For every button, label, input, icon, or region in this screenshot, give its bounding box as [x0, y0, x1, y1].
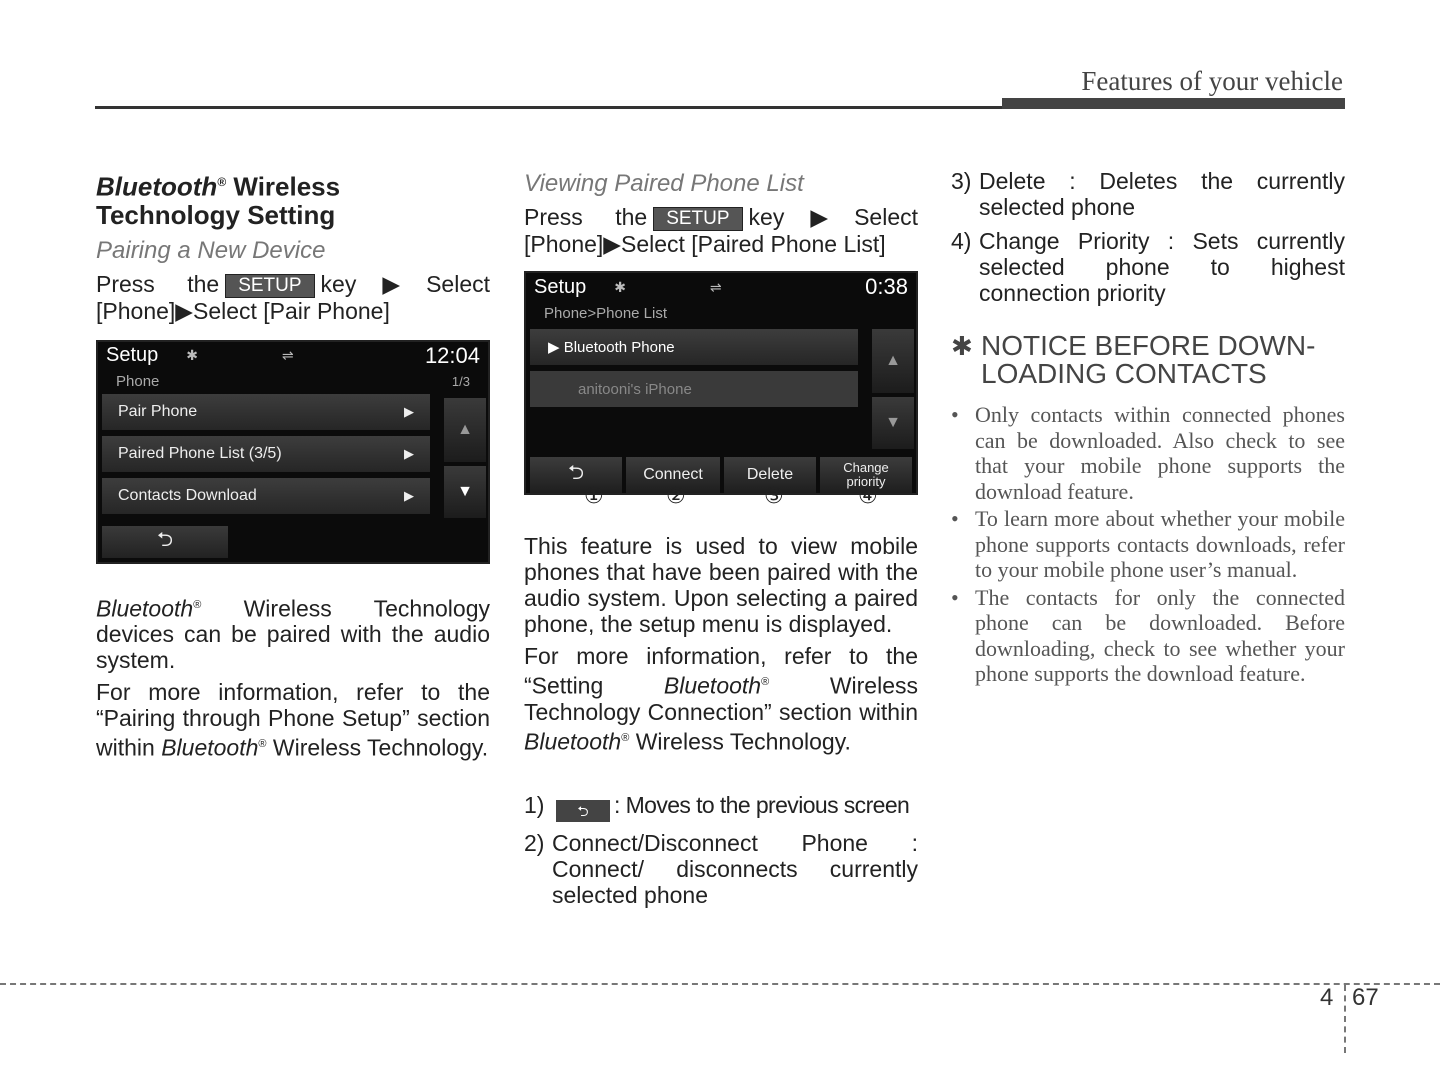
text-bluetooth: Bluetooth [663, 672, 762, 699]
screen-title: Setup [534, 275, 587, 298]
setup-phone-screen [96, 340, 490, 564]
chapter-number: 4 [1320, 984, 1334, 1011]
arrow-down-icon: ▼ [885, 414, 901, 431]
list-item [524, 792, 918, 822]
bullet-icon: • [951, 506, 959, 531]
page-number: 67 [1352, 984, 1379, 1011]
notice-bullet [951, 402, 1345, 504]
notice-title: NOTICE BEFORE DOWN-LOADING CONTACTS [981, 330, 1316, 389]
bluetooth-usb-icon: ✱ ⇌ [614, 278, 762, 295]
connect-label: Connect [643, 466, 703, 483]
callout-3: ③ [764, 483, 784, 508]
back-icon: ⮌ [556, 800, 610, 822]
list-item [951, 228, 1345, 306]
list-item [524, 830, 918, 908]
back-icon: ⮌ [567, 462, 585, 484]
change-priority-label: Change priority [843, 460, 889, 489]
section-heading [96, 168, 490, 229]
bullet-icon: • [951, 402, 959, 427]
text-bluetooth: Bluetooth [524, 728, 622, 755]
footer-dashed-rule [0, 983, 1440, 985]
list-text: Delete : Deletes the currently selected phone [979, 168, 1345, 220]
scroll-down-button[interactable] [872, 397, 914, 449]
instruction-press: Press the [524, 204, 648, 230]
page-section-title: Features of your vehicle [1081, 66, 1343, 96]
menu-item-label: Contacts Download [118, 486, 257, 504]
callout-4: ④ [858, 483, 878, 508]
callout-1: ① [584, 483, 604, 508]
text-body: Wireless Technology. [629, 728, 851, 755]
menu-item-label: Paired Phone List (3/5) [118, 444, 282, 462]
reference-paragraph [96, 679, 490, 761]
registered-mark: ® [217, 175, 227, 189]
menu-item-paired-phone-list[interactable] [102, 436, 430, 472]
breadcrumb-label: Phone>Phone List [544, 304, 668, 322]
paired-phone-list-screen [524, 271, 918, 495]
scroll-down-button[interactable] [444, 466, 486, 518]
header-accent-block [1002, 98, 1345, 109]
screen-breadcrumb [98, 370, 488, 394]
list-number: 3) [951, 168, 972, 194]
arrow-up-icon: ▲ [885, 352, 901, 369]
screen-title: Setup [106, 344, 159, 367]
registered-mark: ® [621, 731, 630, 744]
text-bluetooth: Bluetooth [161, 734, 259, 761]
heading-rest: Wireless Technology Setting [96, 171, 341, 230]
instruction [96, 271, 490, 324]
text-body: Wireless Technology devices can be paired with the audio system. [96, 595, 490, 674]
arrow-right-icon: ▶ [404, 487, 414, 503]
list-number: 1) [524, 792, 545, 819]
screen-breadcrumb [526, 301, 916, 325]
instruction-path: key▶Select [Phone]▶Select [Pair Phone] [96, 270, 491, 324]
column-right [951, 168, 1345, 689]
subsection-heading: Pairing a New Device [96, 236, 326, 264]
instruction [524, 204, 918, 257]
bullet-text: The contacts for only the connected phone can be downloaded. Before downloading, check to see whether your phone supports the download feature. [975, 584, 1345, 686]
arrow-right-icon: ▶ [404, 403, 414, 419]
phone-item-bluetooth-phone[interactable] [530, 329, 858, 365]
list-text: Connect/Disconnect Phone : Connect/ disconnects currently selected phone [552, 830, 918, 909]
reference-paragraph [524, 643, 918, 754]
arrow-up-icon: ▲ [457, 420, 473, 438]
arrow-right-icon: ▶ [404, 445, 414, 461]
screen-clock: 12:04 [424, 342, 480, 368]
list-number: 2) [524, 830, 545, 857]
arrow-down-icon: ▼ [457, 482, 473, 500]
description-paragraph: This feature is used to view mobile phones that have been paired with the audio system. Upon selecting a paired phone, the setup menu is displayed. [524, 533, 918, 637]
setup-key-icon: SETUP [653, 207, 742, 231]
bullet-icon: • [951, 584, 959, 610]
list-item [951, 168, 1345, 220]
registered-mark: ® [193, 598, 202, 611]
callout-2: ② [666, 483, 686, 508]
screen-status-bar [526, 273, 916, 301]
breadcrumb-label: Phone [116, 373, 160, 391]
back-button[interactable] [102, 526, 228, 558]
phone-item-label: ▶ Bluetooth Phone [548, 339, 675, 356]
menu-item-pair-phone[interactable] [102, 394, 430, 430]
page-indicator: 1/3 [451, 374, 470, 390]
text-body: Wireless Technology Connection” section within [524, 672, 918, 725]
back-button[interactable] [530, 457, 622, 493]
phone-item-iphone[interactable] [530, 371, 858, 407]
subsection-heading: Viewing Paired Phone List [524, 170, 804, 197]
back-icon: ⮌ [156, 528, 174, 551]
column-left [96, 168, 490, 767]
list-text: Change Priority : Sets currently selected phone to highest connection priority [979, 228, 1345, 306]
list-number: 4) [951, 228, 972, 254]
list-text-body: : Moves to the previous screen [614, 792, 910, 819]
list-text [552, 792, 918, 822]
bluetooth-usb-icon: ✱ ⇌ [186, 347, 334, 364]
footer-dashed-divider [1344, 985, 1346, 1053]
instruction-press: Press the [96, 270, 220, 297]
scroll-up-button[interactable] [872, 329, 914, 393]
scroll-up-button[interactable] [444, 398, 486, 462]
heading-bluetooth: Bluetooth [96, 171, 218, 202]
notice-heading [951, 332, 1345, 388]
phone-item-label: anitooni's iPhone [578, 380, 692, 398]
column-middle [524, 168, 918, 916]
text-body: For more information, refer to the “Pairing through Phone Setup” section within [96, 679, 490, 761]
screen-clock: 0:38 [865, 274, 908, 299]
description-paragraph [96, 592, 490, 674]
asterisk-icon: ✱ [951, 331, 973, 361]
screen-status-bar [98, 342, 488, 370]
bullet-text: Only contacts within connected phones can be downloaded. Also check to see that your mobile phone supports the download feature. [975, 402, 1345, 504]
button-legend-list [524, 792, 918, 908]
delete-label: Delete [746, 466, 794, 483]
notice-bullet [951, 585, 1345, 687]
setup-key-icon: SETUP [225, 274, 314, 298]
text-body: For more information, refer to the “Setting [524, 643, 918, 699]
notice-bullet [951, 506, 1345, 583]
registered-mark: ® [258, 738, 267, 751]
text-bluetooth: Bluetooth [96, 595, 194, 622]
text-body: Wireless Technology. [266, 734, 489, 761]
menu-item-contacts-download[interactable] [102, 478, 430, 514]
bullet-text: To learn more about whether your mobile phone supports contacts downloads, refer to your mobile phone user’s manual. [975, 506, 1345, 582]
instruction-path: key▶Select [Phone]▶Select [Paired Phone List] [524, 204, 919, 257]
menu-item-label: Pair Phone [118, 402, 198, 420]
registered-mark: ® [761, 676, 770, 688]
